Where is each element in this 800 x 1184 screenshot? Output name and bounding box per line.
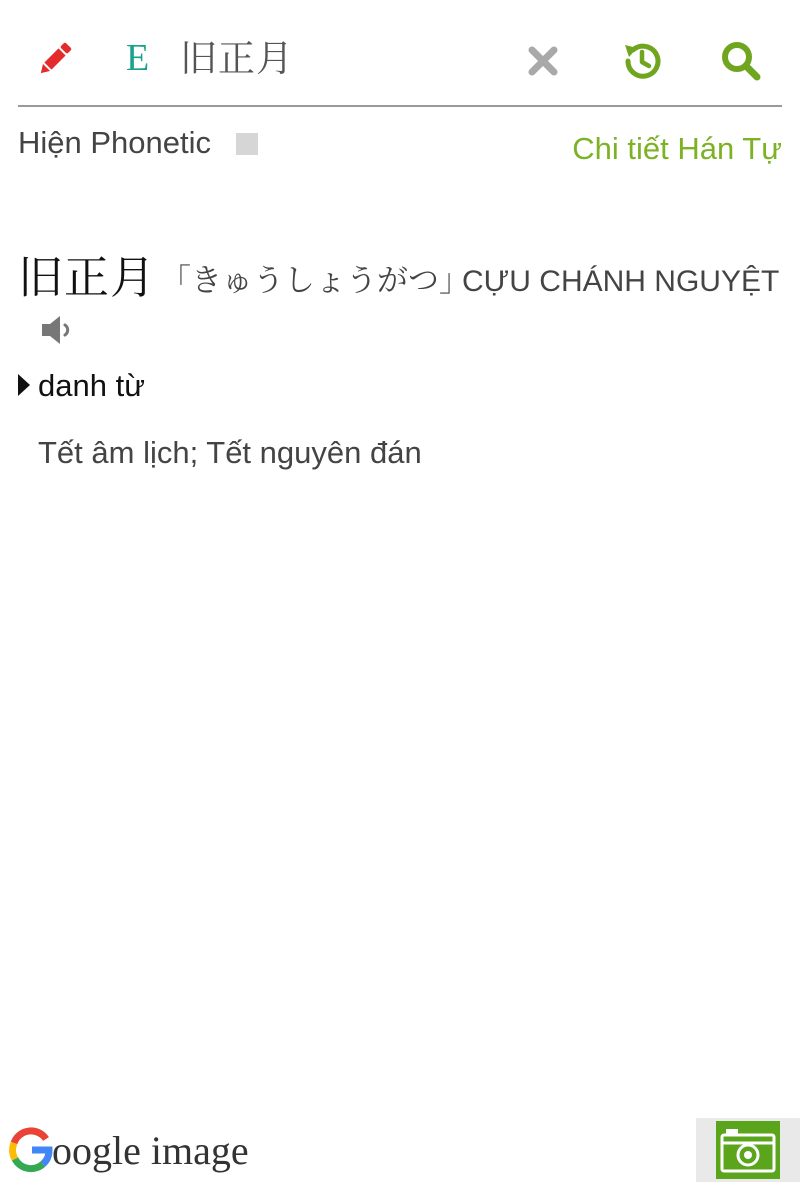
language-toggle[interactable]: E bbox=[126, 37, 150, 79]
entry-reading: 「きゅうしょうがつ」 bbox=[160, 263, 470, 299]
kanji-detail-link[interactable]: Chi tiết Hán Tự bbox=[572, 131, 782, 166]
search-icon[interactable] bbox=[719, 39, 763, 83]
part-of-speech: danh từ bbox=[38, 368, 145, 403]
history-icon[interactable] bbox=[620, 39, 664, 83]
caret-right-icon bbox=[18, 374, 30, 396]
phonetic-checkbox[interactable] bbox=[236, 133, 258, 155]
camera-button[interactable] bbox=[696, 1118, 800, 1182]
entry-word: 旧正月 bbox=[18, 251, 157, 304]
google-image-link[interactable]: oogle image bbox=[52, 1128, 249, 1173]
header-divider bbox=[18, 105, 782, 107]
entry-meaning: Tết âm lịch; Tết nguyên đán bbox=[38, 435, 422, 470]
speaker-icon[interactable] bbox=[40, 312, 76, 348]
camera-icon bbox=[716, 1121, 780, 1179]
search-input[interactable]: 旧正月 bbox=[180, 37, 294, 80]
pencil-icon[interactable] bbox=[34, 38, 76, 80]
close-icon[interactable] bbox=[526, 44, 560, 78]
entry-han-viet: CỰU CHÁNH NGUYỆT bbox=[462, 265, 780, 298]
phonetic-label: Hiện Phonetic bbox=[18, 125, 212, 160]
google-logo-icon[interactable] bbox=[8, 1127, 54, 1173]
